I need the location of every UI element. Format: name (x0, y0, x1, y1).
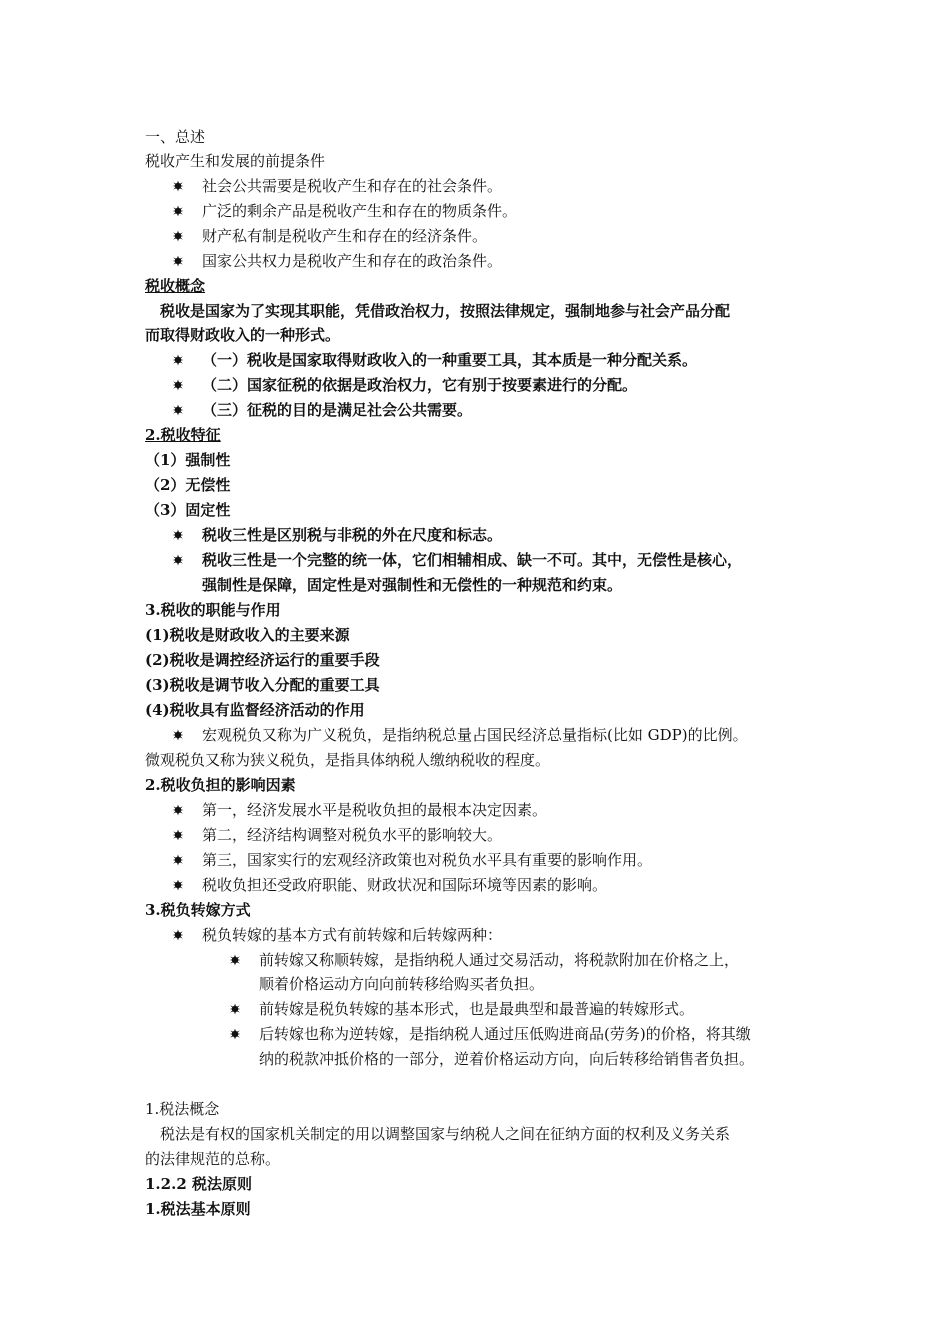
bold-text-line: （3）固定性 (145, 501, 231, 519)
bullet-icon (172, 354, 184, 366)
bold-text-line: 3.税负转嫁方式 (145, 901, 251, 919)
bold-text-line: （2）无偿性 (145, 476, 231, 494)
text-line: 后转嫁也称为逆转嫁，是指纳税人通过压低购进商品(劳务)的价格，将其缴 (259, 1025, 751, 1043)
text-line: 前转嫁又称顺转嫁，是指纳税人通过交易活动，将税款附加在价格之上， (259, 951, 740, 969)
bold-text-line: (1)税收是财政收入的主要来源 (145, 626, 350, 644)
text-line: 财产私有制是税收产生和存在的经济条件。 (202, 227, 488, 245)
bullet-icon (229, 1028, 241, 1040)
text-line: 的法律规范的总称。 (145, 1150, 281, 1168)
text-line: 宏观税负又称为广义税负，是指纳税总量占国民经济总量指标(比如 GDP)的比例。 (202, 726, 748, 744)
text-line: 税负转嫁的基本方式有前转嫁和后转嫁两种： (202, 926, 503, 944)
text-line: 税收产生和发展的前提条件 (145, 152, 326, 170)
bold-text-line: 税收三性是一个完整的统一体，它们相辅相成、缺一不可。其中，无偿性是核心， (202, 551, 743, 569)
bold-text-line: 2.税收负担的影响因素 (145, 776, 296, 794)
text-line: 广泛的剩余产品是税收产生和存在的物质条件。 (202, 202, 518, 220)
bullet-icon (172, 729, 184, 741)
bold-text-line: （一）税收是国家取得财政收入的一种重要工具，其本质是一种分配关系。 (202, 351, 698, 369)
bold-text-line: （1）强制性 (145, 451, 231, 469)
text-line: 国家公共权力是税收产生和存在的政治条件。 (202, 252, 503, 270)
bold-text-line: (2)税收是调控经济运行的重要手段 (145, 651, 380, 669)
bullet-icon (172, 180, 184, 192)
text-line: 1.税法概念 (145, 1100, 220, 1118)
bullet-icon (172, 205, 184, 217)
bold-text-line: (3)税收是调节收入分配的重要工具 (145, 676, 380, 694)
bold-text-line: (4)税收具有监督经济活动的作用 (145, 701, 365, 719)
bold-text-line: 税收是国家为了实现其职能，凭借政治权力，按照法律规定，强制地参与社会产品分配 (160, 302, 731, 320)
text-line: 税法是有权的国家机关制定的用以调整国家与纳税人之间在征纳方面的权利及义务关系 (160, 1125, 731, 1143)
bullet-icon (172, 404, 184, 416)
bold-text-line: 1.2.2 税法原则 (145, 1175, 252, 1193)
section-heading: 税收概念 (145, 277, 206, 295)
bullet-icon (229, 1003, 241, 1015)
bold-text-line: 3.税收的职能与作用 (145, 601, 281, 619)
text-line: 一、总述 (145, 128, 206, 146)
text-line: 税收负担还受政府职能、财政状况和国际环境等因素的影响。 (202, 876, 608, 894)
bullet-icon (172, 854, 184, 866)
bullet-icon (172, 554, 184, 566)
bold-text-line: 而取得财政收入的一种形式。 (145, 326, 341, 344)
text-line: 纳的税款冲抵价格的一部分，逆着价格运动方向，向后转移给销售者负担。 (259, 1050, 755, 1068)
text-line: 第一，经济发展水平是税收负担的最根本决定因素。 (202, 801, 548, 819)
text-line: 顺着价格运动方向向前转移给购买者负担。 (259, 975, 545, 993)
bullet-icon (172, 879, 184, 891)
bullet-icon (172, 255, 184, 267)
bold-text-line: 1.税法基本原则 (145, 1200, 251, 1218)
bullet-icon (172, 230, 184, 242)
bullet-icon (172, 804, 184, 816)
text-line: 第三，国家实行的宏观经济政策也对税负水平具有重要的影响作用。 (202, 851, 653, 869)
text-line: 第二，经济结构调整对税负水平的影响较大。 (202, 826, 503, 844)
bullet-icon (229, 954, 241, 966)
bullet-icon (172, 379, 184, 391)
text-line: 社会公共需要是税收产生和存在的社会条件。 (202, 177, 503, 195)
bullet-icon (172, 929, 184, 941)
bullet-icon (172, 529, 184, 541)
bold-text-line: （二）国家征税的依据是政治权力，它有别于按要素进行的分配。 (202, 376, 638, 394)
text-line: 前转嫁是税负转嫁的基本形式，也是最典型和最普遍的转嫁形式。 (259, 1000, 695, 1018)
bullet-icon (172, 829, 184, 841)
bold-text-line: 税收三性是区别税与非税的外在尺度和标志。 (202, 526, 503, 544)
bold-text-line: （三）征税的目的是满足社会公共需要。 (202, 401, 473, 419)
text-line: 微观税负又称为狭义税负，是指具体纳税人缴纳税收的程度。 (145, 751, 551, 769)
section-heading: 2.税收特征 (145, 426, 221, 444)
bold-text-line: 强制性是保障，固定性是对强制性和无偿性的一种规范和约束。 (202, 576, 623, 594)
